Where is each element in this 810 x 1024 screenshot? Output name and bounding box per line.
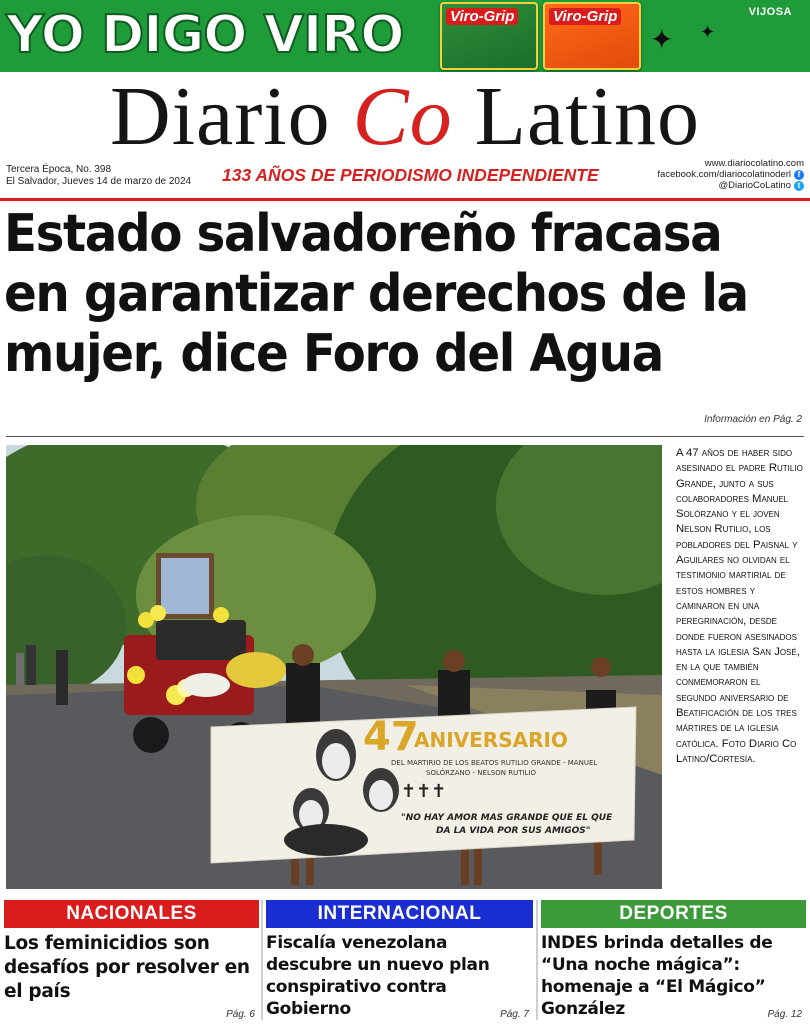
ad-product-label: Viro-Grip xyxy=(446,8,518,25)
contact-info xyxy=(657,158,804,191)
ad-product-label: Viro-Grip xyxy=(549,8,621,25)
section-nacionales[interactable] xyxy=(4,900,259,1024)
section-page-reference: Pág. 6 xyxy=(226,1009,255,1020)
lead-page-reference: Información en Pág. 2 xyxy=(704,414,802,425)
section-page-reference: Pág. 12 xyxy=(767,1009,802,1020)
section-label[interactable]: NACIONALES xyxy=(4,900,259,928)
masthead xyxy=(0,72,810,162)
svg-text:✝✝✝: ✝✝✝ xyxy=(401,781,447,802)
section-internacional[interactable] xyxy=(266,900,533,1024)
website-link[interactable]: www.diariocolatino.com xyxy=(704,158,804,169)
section-headline[interactable]: INDES brinda detalles de “Una noche mágica”: homenaje a “El Mágico” González xyxy=(541,933,773,1019)
ad-product-box-orange xyxy=(543,2,641,70)
logo-text-co: Co xyxy=(352,70,453,163)
banner-word: ANIVERSARIO xyxy=(414,728,568,752)
lead-divider xyxy=(6,436,804,437)
sparkle-icon: ✦ xyxy=(650,24,674,55)
tagline: 133 AÑOS DE PERIODISMO INDEPENDIENTE xyxy=(222,165,599,185)
lead-photo[interactable] xyxy=(6,445,662,889)
ad-brand: VIJOSA xyxy=(748,6,792,18)
banner-quote-1: "NO HAY AMOR MAS GRANDE QUE EL QUE xyxy=(401,813,613,823)
sparkle-icon: ✦ xyxy=(700,22,716,42)
section-label[interactable]: DEPORTES xyxy=(541,900,806,928)
edition-number: Tercera Época, No. 398 xyxy=(6,164,112,175)
banner-subtitle-2: SOLÓRZANO - NELSON RUTILIO xyxy=(426,769,537,777)
banner-number: 47 xyxy=(363,714,419,760)
twitter-link[interactable]: @DiarioCoLatino xyxy=(718,180,791,191)
logo-text-latino: Latino xyxy=(452,70,700,163)
section-headline[interactable]: Los feminicidios son desafíos por resolver en el país xyxy=(4,933,250,1002)
facebook-link[interactable]: facebook.com/diariocolatinoderl xyxy=(657,169,791,180)
ad-product-box-green xyxy=(440,2,538,70)
banner-quote-2: DA LA VIDA POR SUS AMIGOS" xyxy=(436,826,591,836)
masthead-divider xyxy=(0,198,810,201)
twitter-icon: t xyxy=(794,181,804,191)
section-page-reference: Pág. 7 xyxy=(500,1009,529,1020)
edition-date: El Salvador, Jueves 14 de marzo de 2024 xyxy=(6,176,192,187)
edition-info xyxy=(6,164,191,188)
section-label[interactable]: INTERNACIONAL xyxy=(266,900,533,928)
logo-text-diario: Diario xyxy=(110,70,353,163)
section-divider xyxy=(536,900,538,1020)
banner-subtitle-1: DEL MARTIRIO DE LOS BEATOS RUTILIO GRANDE - MANUEL xyxy=(391,759,598,767)
facebook-icon: f xyxy=(794,170,804,180)
section-divider xyxy=(261,900,263,1020)
advertisement-banner[interactable] xyxy=(0,0,810,72)
newspaper-logo[interactable] xyxy=(0,72,810,162)
photo-caption: A 47 años de haber sido asesinado el padre Rutilio Grande, junto a sus colaboradores Manuel Solórzano y el joven Nelson Rutilio, los pobladores del Paisnal y Aguilares no olvidan el testimonio martirial de estos hombres y caminaron en una peregrinación, desde donde fueron asesinados hasta la iglesia San José, en la que también conmemoraron el segundo aniversario de Beatificación de los tres mártires de la iglesia católica. Foto Diario Co Latino/Cortesía. xyxy=(676,447,803,765)
ad-slogan: YO DIGO VIRO xyxy=(6,5,404,65)
section-deportes[interactable] xyxy=(541,900,806,1024)
section-headline[interactable]: Fiscalía venezolana descubre un nuevo plan conspirativo contra Gobierno xyxy=(266,933,490,1019)
lead-headline[interactable]: Estado salvadoreño fracasa en garantizar derechos de la mujer, dice Foro del Agua xyxy=(4,204,748,384)
